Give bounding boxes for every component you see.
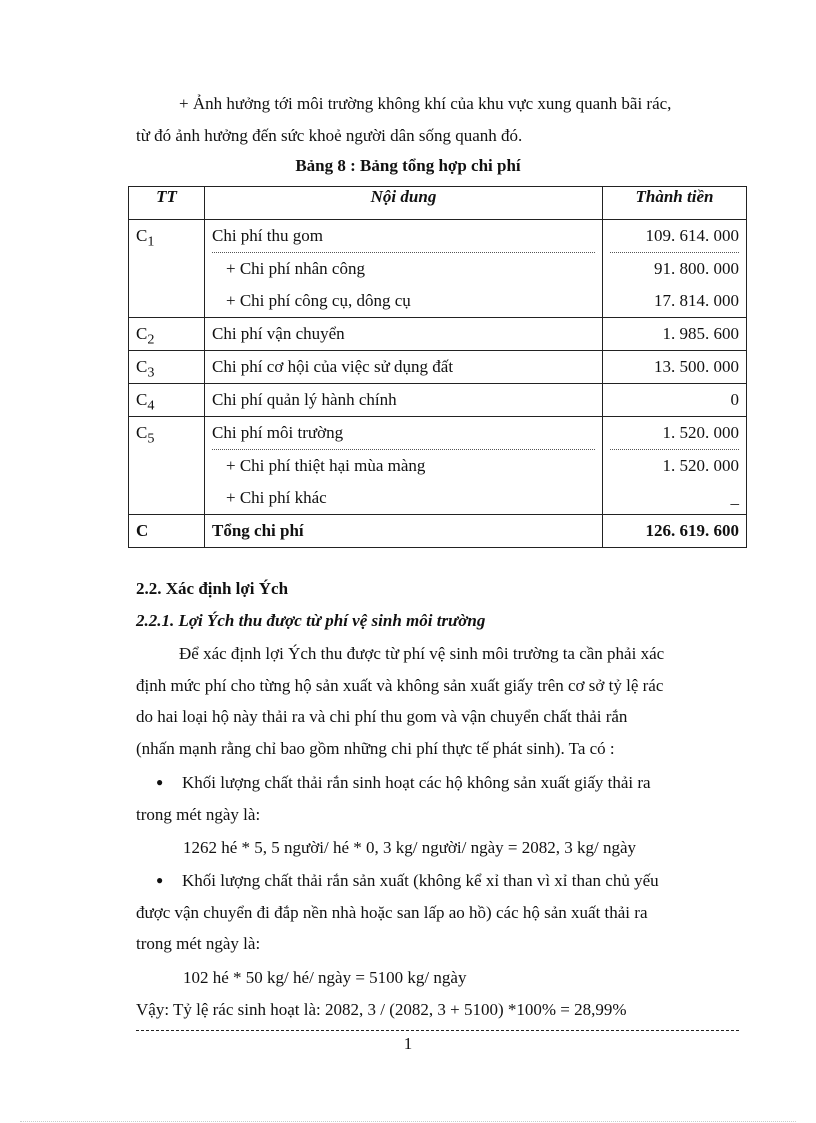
header-tt: TT	[129, 187, 205, 220]
page-number: 1	[403, 1034, 413, 1053]
conclusion: Vậy: Tỷ lệ rác sinh hoạt là: 2082, 3 / (2082, 3 + 5100) *100% = 28,99%	[136, 1000, 627, 1019]
subsection-heading: 2.2.1. Lợi Ých thu được từ phí vệ sinh môi trường	[136, 611, 486, 630]
intro-line: từ đó ảnh hưởng đến sức khoẻ người dân sống quanh đó.	[136, 125, 523, 145]
table-row-c1	[129, 220, 747, 318]
bullet-1-icon: ●	[156, 775, 164, 789]
intro-paragraph	[136, 88, 739, 151]
bullet-2-icon: ●	[156, 873, 164, 887]
section-heading: 2.2. Xác định lợi Ých	[136, 579, 289, 598]
bullet-1-text: Khối lượng chất thải rắn sinh hoạt các hộ không sản xuất giấy thải ra trong mét ngày là:	[136, 773, 651, 824]
bullet-2-text: Khối lượng chất thải rắn sản xuất (không kể xỉ than vì xỉ than chủ yếu được vận chuyển đi đắp nền nhà hoặc san lấp ao hồ) các hộ sản xuất thải ra trong mét ngày là:	[136, 871, 659, 953]
table-row-total: C Tổng chi phí 126. 619. 600	[129, 515, 747, 548]
table-row-c4: $C_4$ Chi phí quản lý hành chính 0	[129, 384, 747, 417]
header-amount: Thành tiền	[603, 187, 747, 220]
table-caption: Bảng 8 : Bảng tổng hợp chi phí	[295, 156, 521, 175]
table-row-c3: $C_3$ Chi phí cơ hội của việc sử dụng đất 13. 500. 000	[129, 351, 747, 384]
amount-cell: 109. 614. 000 91. 800. 000 17. 814. 000	[603, 220, 747, 318]
formula-2: 102 hé * 50 kg/ hé/ ngày = 5100 kg/ ngày	[183, 968, 467, 987]
page-bottom-edge	[20, 1121, 796, 1122]
cost-summary-table	[128, 186, 747, 548]
code-cell: $C_1$	[129, 220, 205, 318]
intro-line: + Ảnh hưởng tới môi trường không khí của khu vực xung quanh bãi rác,	[179, 94, 672, 113]
paragraph-1: Để xác định lợi Ých thu được từ phí vệ sinh môi trường ta cần phải xác định mức phí cho từng hộ sản xuất và không sản xuất giấy trên cơ sở tỷ lệ rác do hai loại hộ này thải ra và chi phí thu gom và vận chuyển chất thải rắn (nhấn mạnh rằng chỉ bao gồm những chi phí thực tế phát sinh). Ta có :	[136, 644, 665, 758]
content-cell: Chi phí thu gom + Chi phí nhân công + Chi phí công cụ, dông cụ	[205, 220, 603, 318]
formula-1: 1262 hé * 5, 5 người/ hé * 0, 3 kg/ người/ ngày = 2082, 3 kg/ ngày	[183, 838, 637, 857]
header-content: Nội dung	[205, 187, 603, 220]
table-row-c5: $C_5$ Chi phí môi trường + Chi phí thiệt hại mùa màng + Chi phí khác 1. 520. 000 1. 520. 000 _	[129, 417, 747, 515]
footer-divider	[136, 1030, 739, 1031]
table-header-row	[129, 187, 747, 220]
table-row-c2: $C_2$ Chi phí vận chuyển 1. 985. 600	[129, 318, 747, 351]
